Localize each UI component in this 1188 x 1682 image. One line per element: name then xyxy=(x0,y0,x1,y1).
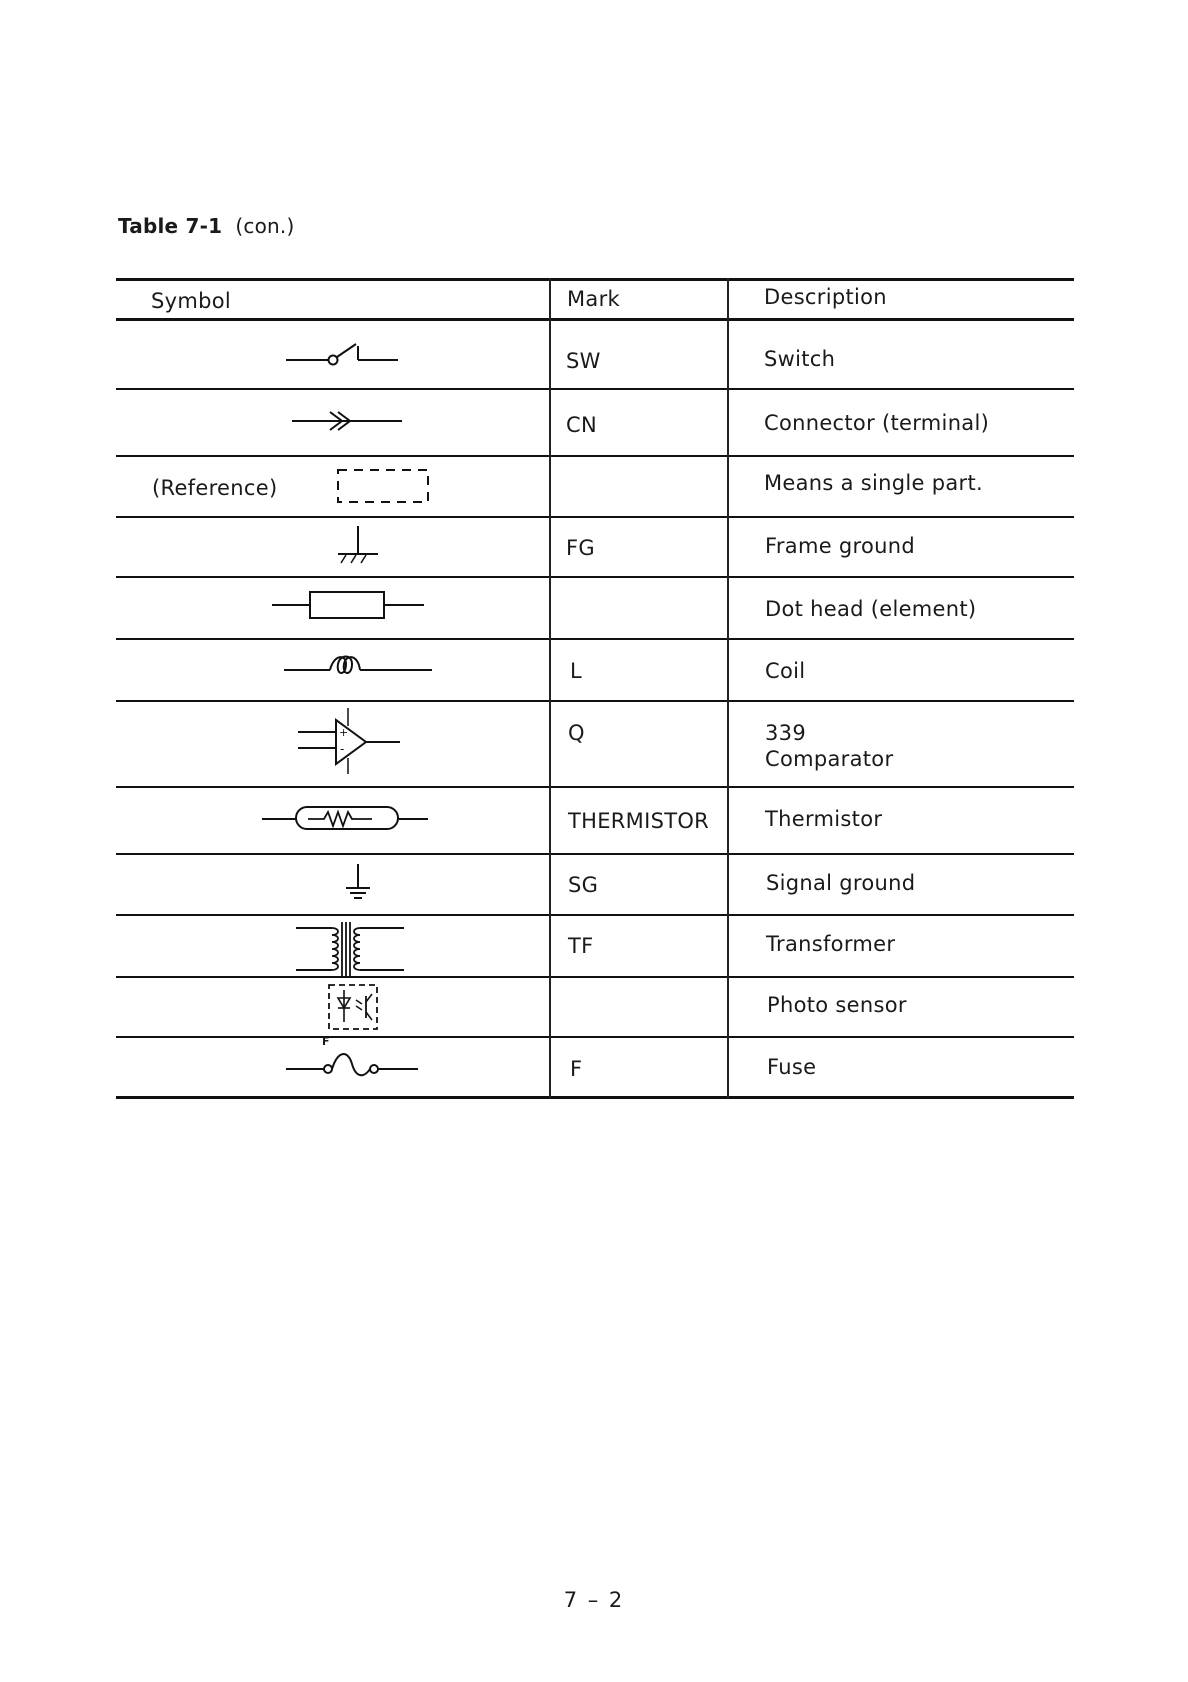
reference-box-icon xyxy=(336,468,436,508)
switch-icon xyxy=(286,336,406,376)
header-description: Description xyxy=(764,285,887,309)
table-title: Table 7-1 xyxy=(118,214,223,238)
description-comparator: Comparator xyxy=(765,747,894,771)
description-coil: Coil xyxy=(765,659,806,683)
mark-sg: SG xyxy=(568,873,599,897)
row-rule xyxy=(116,388,1074,390)
mark-tf: TF xyxy=(568,934,594,958)
row-rule xyxy=(116,455,1074,457)
row-rule xyxy=(116,786,1074,788)
description-dot-head: Dot head (element) xyxy=(765,597,977,621)
transformer-icon xyxy=(296,918,416,978)
fuse-icon xyxy=(286,1046,426,1086)
row-rule xyxy=(116,1036,1074,1038)
row-rule xyxy=(116,853,1074,855)
frame-ground-icon xyxy=(334,524,394,568)
thermistor-icon xyxy=(262,802,432,836)
signal-ground-icon xyxy=(342,862,382,904)
mark-l: L xyxy=(570,659,582,683)
svg-text:+: + xyxy=(339,726,349,739)
header-rule xyxy=(116,318,1074,321)
page-number: 7 – 2 xyxy=(563,1588,625,1612)
table-top-rule xyxy=(116,278,1074,281)
dot-head-icon xyxy=(272,588,432,628)
description-connector: Connector (terminal) xyxy=(764,411,990,435)
table-caption xyxy=(118,214,294,238)
symbol-reference-label: (Reference) xyxy=(152,476,278,500)
table-bottom-rule xyxy=(116,1096,1074,1099)
symbol-fuse-label: F xyxy=(322,1035,330,1048)
comparator-icon xyxy=(298,708,408,778)
row-rule xyxy=(116,638,1074,640)
column-divider-description xyxy=(727,278,729,1098)
mark-sw: SW xyxy=(566,349,601,373)
row-rule xyxy=(116,516,1074,518)
photo-sensor-icon xyxy=(326,982,386,1034)
description-frame-ground: Frame ground xyxy=(765,534,916,558)
description-transformer: Transformer xyxy=(766,932,896,956)
svg-text:-: - xyxy=(340,742,345,756)
description-comparator-number: 339 xyxy=(765,721,806,745)
row-rule xyxy=(116,700,1074,702)
header-mark: Mark xyxy=(567,287,620,311)
description-signal-ground: Signal ground xyxy=(766,871,916,895)
description-thermistor: Thermistor xyxy=(765,807,883,831)
connector-icon xyxy=(292,406,412,436)
mark-q: Q xyxy=(568,721,585,745)
column-divider-mark xyxy=(549,278,551,1098)
description-photo-sensor: Photo sensor xyxy=(767,993,907,1017)
header-symbol: Symbol xyxy=(151,289,232,313)
description-switch: Switch xyxy=(764,347,836,371)
row-rule xyxy=(116,576,1074,578)
table-caption-suffix: (con.) xyxy=(235,214,295,238)
row-rule xyxy=(116,914,1074,916)
description-single-part: Means a single part. xyxy=(764,471,983,495)
row-rule xyxy=(116,976,1074,978)
description-fuse: Fuse xyxy=(767,1055,817,1079)
symbol-table xyxy=(116,278,1074,1108)
mark-fg: FG xyxy=(566,536,595,560)
mark-f: F xyxy=(570,1057,583,1081)
coil-icon xyxy=(284,650,444,684)
mark-cn: CN xyxy=(566,413,597,437)
mark-thermistor: THERMISTOR xyxy=(568,809,710,833)
